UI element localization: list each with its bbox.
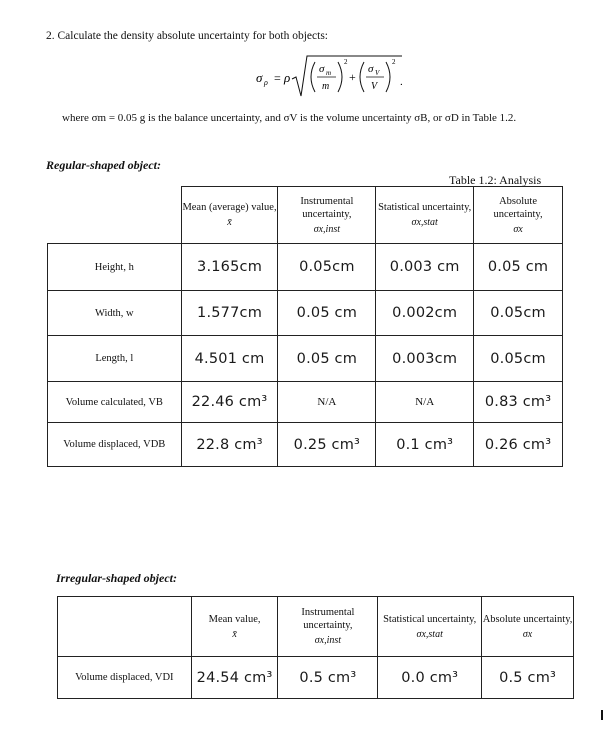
formula-term2-denominator: V <box>371 81 378 92</box>
cell-statistical: 0.1 cm³ <box>376 423 474 467</box>
table-caption: Table 1.2: Analysis <box>449 173 542 187</box>
header-absolute: Absolute uncertainty, σx <box>482 597 574 657</box>
cell-mean: 1.577cm <box>181 291 278 336</box>
cell-instrumental: 0.05 cm <box>278 291 376 336</box>
header-instrumental: Instrumental uncertainty, σx,inst <box>278 597 378 657</box>
header-mean: Mean (average) value, x̄ <box>181 187 278 244</box>
formula-paren-left-1 <box>311 62 315 92</box>
cell-mean: 22.46 cm³ <box>181 382 278 423</box>
irregular-object-heading: Irregular-shaped object: <box>56 571 177 585</box>
cell-mean: 22.8 cm³ <box>181 423 278 467</box>
cell-statistical: N/A <box>376 382 474 423</box>
header-statistical: Statistical uncertainty, σx,stat <box>376 187 474 244</box>
where-explanation: where σm = 0.05 g is the balance uncertainty, and σV is the volume uncertainty σB, or σD in Table 1.2. <box>62 112 517 124</box>
cell-statistical: 0.0 cm³ <box>378 657 482 699</box>
table-row <box>48 423 563 467</box>
formula-exponent-1: 2 <box>344 58 348 66</box>
cell-absolute: 0.26 cm³ <box>474 423 563 467</box>
header-absolute: Absolute uncertainty, σx <box>474 187 563 244</box>
cell-mean: 24.54 cm³ <box>191 657 278 699</box>
formula-term2-numerator: σ <box>368 63 374 75</box>
row-label: Volume displaced, VDB <box>48 423 182 467</box>
cell-instrumental: 0.05cm <box>278 244 376 291</box>
empty-header-cell <box>48 187 182 244</box>
table-row <box>48 382 563 423</box>
row-label: Volume calculated, VB <box>48 382 182 423</box>
cell-statistical: 0.003 cm <box>376 244 474 291</box>
formula-equals: = <box>274 71 281 85</box>
formula-paren-right-2 <box>386 62 390 92</box>
cell-absolute: 0.5 cm³ <box>482 657 574 699</box>
row-label: Height, h <box>48 244 182 291</box>
irregular-analysis-table <box>57 596 574 699</box>
row-label: Width, w <box>48 291 182 336</box>
cell-statistical: 0.003cm <box>376 336 474 382</box>
table-row <box>48 291 563 336</box>
formula-lhs-sub: ρ <box>264 78 268 87</box>
cell-instrumental: 0.05 cm <box>278 336 376 382</box>
regular-object-heading: Regular-shaped object: <box>46 158 161 172</box>
cell-mean: 3.165cm <box>181 244 278 291</box>
formula-paren-left-2 <box>360 62 364 92</box>
cell-absolute: 0.05 cm <box>474 244 563 291</box>
formula-term1-numerator: σ <box>319 63 325 75</box>
formula-lhs: σ <box>256 70 263 85</box>
formula-paren-right-1 <box>338 62 342 92</box>
density-uncertainty-formula <box>252 52 412 102</box>
table-header-row <box>48 187 563 244</box>
formula-exponent-2: 2 <box>392 58 396 66</box>
cell-absolute: 0.05cm <box>474 336 563 382</box>
table-header-row <box>58 597 574 657</box>
cell-instrumental: 0.25 cm³ <box>278 423 376 467</box>
row-label: Length, l <box>48 336 182 382</box>
table-row <box>48 244 563 291</box>
formula-plus: + <box>349 70 356 84</box>
formula-term1-numerator-sub: m <box>326 69 332 77</box>
table-row <box>48 336 563 382</box>
table-row <box>58 657 574 699</box>
formula-term2-numerator-sub: V <box>375 69 380 77</box>
cell-absolute: 0.83 cm³ <box>474 382 563 423</box>
cell-statistical: 0.002cm <box>376 291 474 336</box>
question-title: 2. Calculate the density absolute uncertainty for both objects: <box>46 30 328 42</box>
cell-mean: 4.501 cm <box>181 336 278 382</box>
cell-absolute: 0.05cm <box>474 291 563 336</box>
formula-term1-denominator: m <box>322 81 330 92</box>
formula-rho: ρ <box>284 70 291 85</box>
header-statistical: Statistical uncertainty, σx,stat <box>378 597 482 657</box>
header-instrumental: Instrumental uncertainty, σx,inst <box>278 187 376 244</box>
cell-instrumental: N/A <box>278 382 376 423</box>
cell-instrumental: 0.5 cm³ <box>278 657 378 699</box>
empty-header-cell <box>58 597 192 657</box>
row-label: Volume displaced, VDI <box>58 657 192 699</box>
regular-analysis-table <box>47 186 563 467</box>
header-mean: Mean value, x̄ <box>191 597 278 657</box>
formula-period: . <box>400 76 403 88</box>
page-edge-mark <box>601 710 603 720</box>
